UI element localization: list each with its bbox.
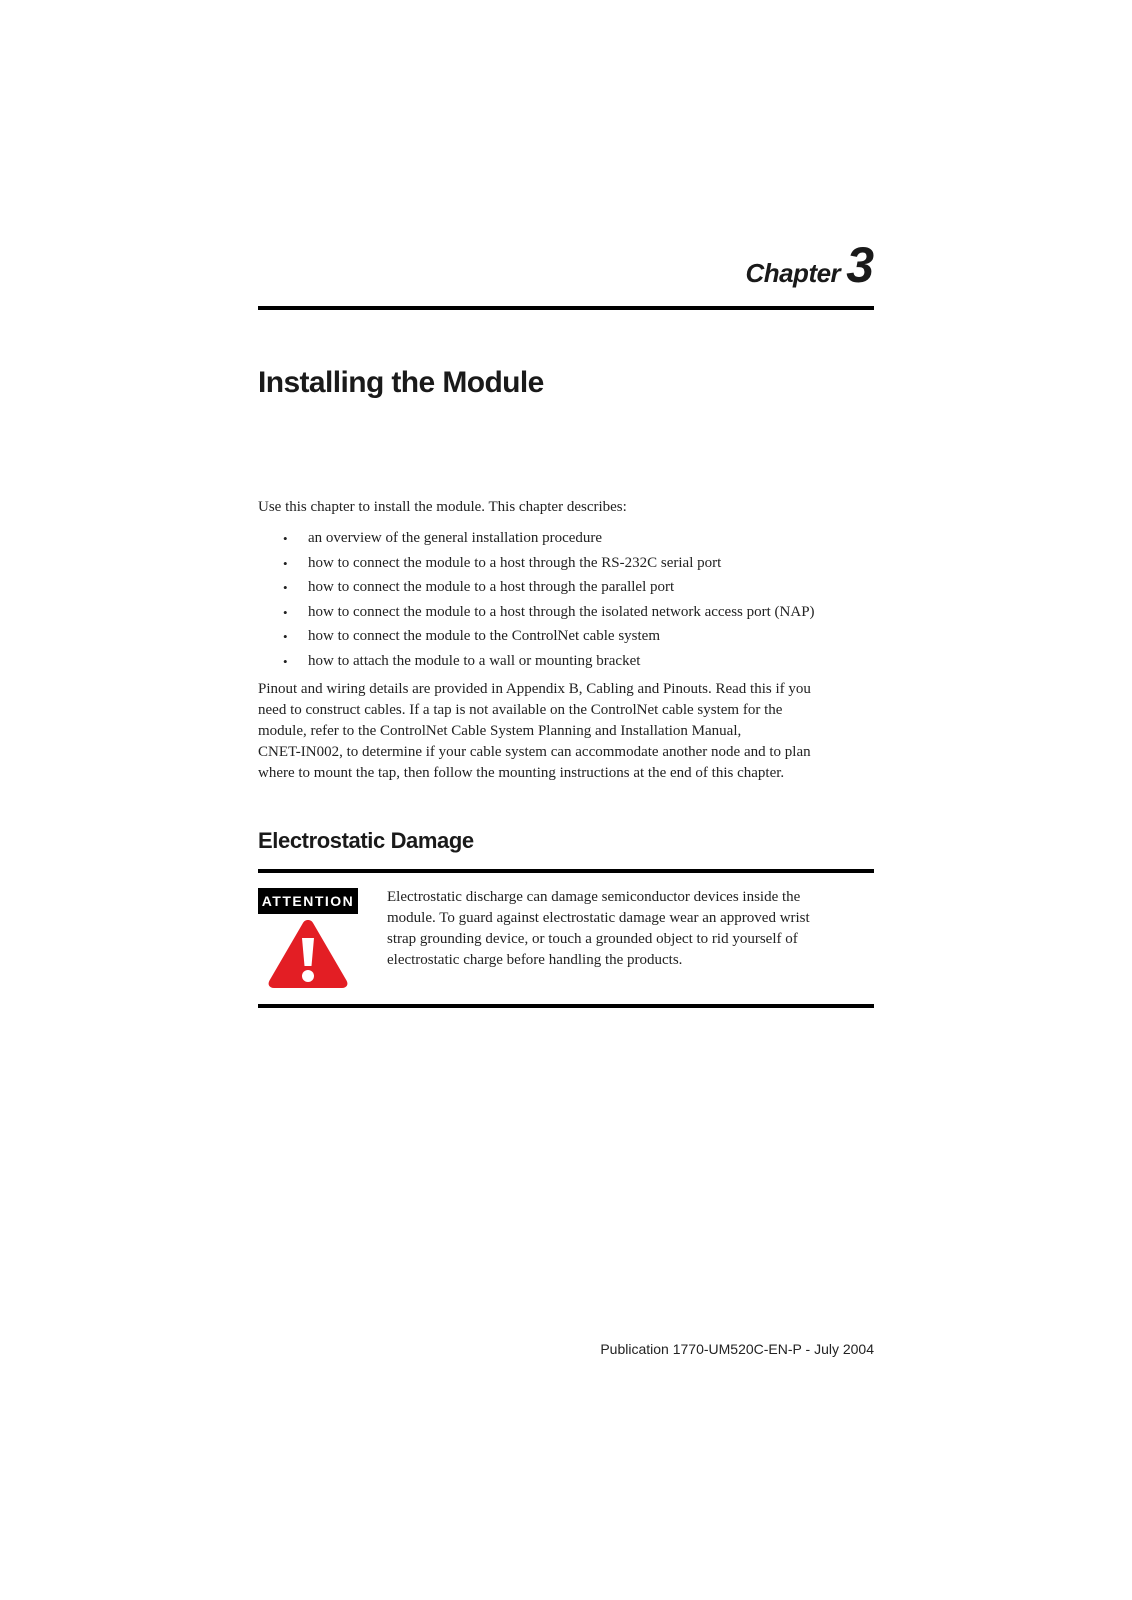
section-rule	[258, 869, 874, 873]
chapter-rule	[258, 306, 874, 310]
attention-text	[387, 887, 877, 971]
list-item	[281, 626, 881, 651]
list-item-text: how to connect the module to a host through the parallel port	[308, 579, 675, 596]
attention-bottom-rule	[258, 1004, 874, 1008]
bullet-icon: •	[283, 653, 288, 669]
list-item	[281, 602, 881, 627]
paragraph-line: CNET-IN002, to determine if your cable system can accommodate another node and to plan	[258, 744, 811, 760]
paragraph-line: where to mount the tap, then follow the mounting instructions at the end of this chapter.	[258, 765, 785, 781]
paragraph-line: need to construct cables. If a tap is not available on the ControlNet cable system for the	[258, 702, 783, 718]
bullet-icon: •	[283, 629, 288, 645]
attention-line: module. To guard against electrostatic damage wear an approved wrist	[387, 910, 810, 926]
warning-icon	[266, 916, 350, 992]
attention-line: electrostatic charge before handling the products.	[387, 952, 683, 968]
chapter-number: 3	[846, 237, 874, 293]
list-item	[281, 651, 881, 676]
topic-list	[281, 528, 881, 676]
attention-badge: ATTENTION	[258, 888, 358, 914]
list-item-text: how to connect the module to a host through the RS-232C serial port	[308, 554, 722, 571]
bullet-icon: •	[283, 555, 288, 571]
attention-line: Electrostatic discharge can damage semiconductor devices inside the	[387, 889, 801, 905]
page-title: Installing the Module	[258, 366, 544, 399]
list-item-text: how to connect the module to a host through the isolated network access port (NAP)	[308, 603, 815, 620]
publication-footer: Publication 1770-UM520C-EN-P - July 2004	[600, 1341, 874, 1357]
section-title: Electrostatic Damage	[258, 828, 474, 853]
chapter-label: Chapter	[745, 258, 841, 288]
paragraph-line: Pinout and wiring details are provided in Appendix B, Cabling and Pinouts. Read this if you	[258, 681, 811, 697]
exclamation-dot	[302, 970, 314, 982]
list-item	[281, 553, 881, 578]
list-item	[281, 528, 881, 553]
list-item-text: how to connect the module to the ControlNet cable system	[308, 628, 661, 645]
intro-text: Use this chapter to install the module. This chapter describes:	[258, 499, 627, 515]
bullet-icon: •	[283, 531, 288, 546]
paragraph-line: module, refer to the ControlNet Cable System Planning and Installation Manual,	[258, 723, 742, 739]
list-item-text: how to attach the module to a wall or mounting bracket	[308, 652, 641, 669]
list-item	[281, 577, 881, 602]
chapter-heading	[258, 237, 874, 293]
body-paragraph	[258, 679, 878, 784]
bullet-icon: •	[283, 604, 288, 620]
list-item-text: an overview of the general installation procedure	[308, 530, 603, 546]
attention-line: strap grounding device, or touch a grounded object to rid yourself of	[387, 931, 798, 947]
bullet-icon: •	[283, 580, 288, 596]
